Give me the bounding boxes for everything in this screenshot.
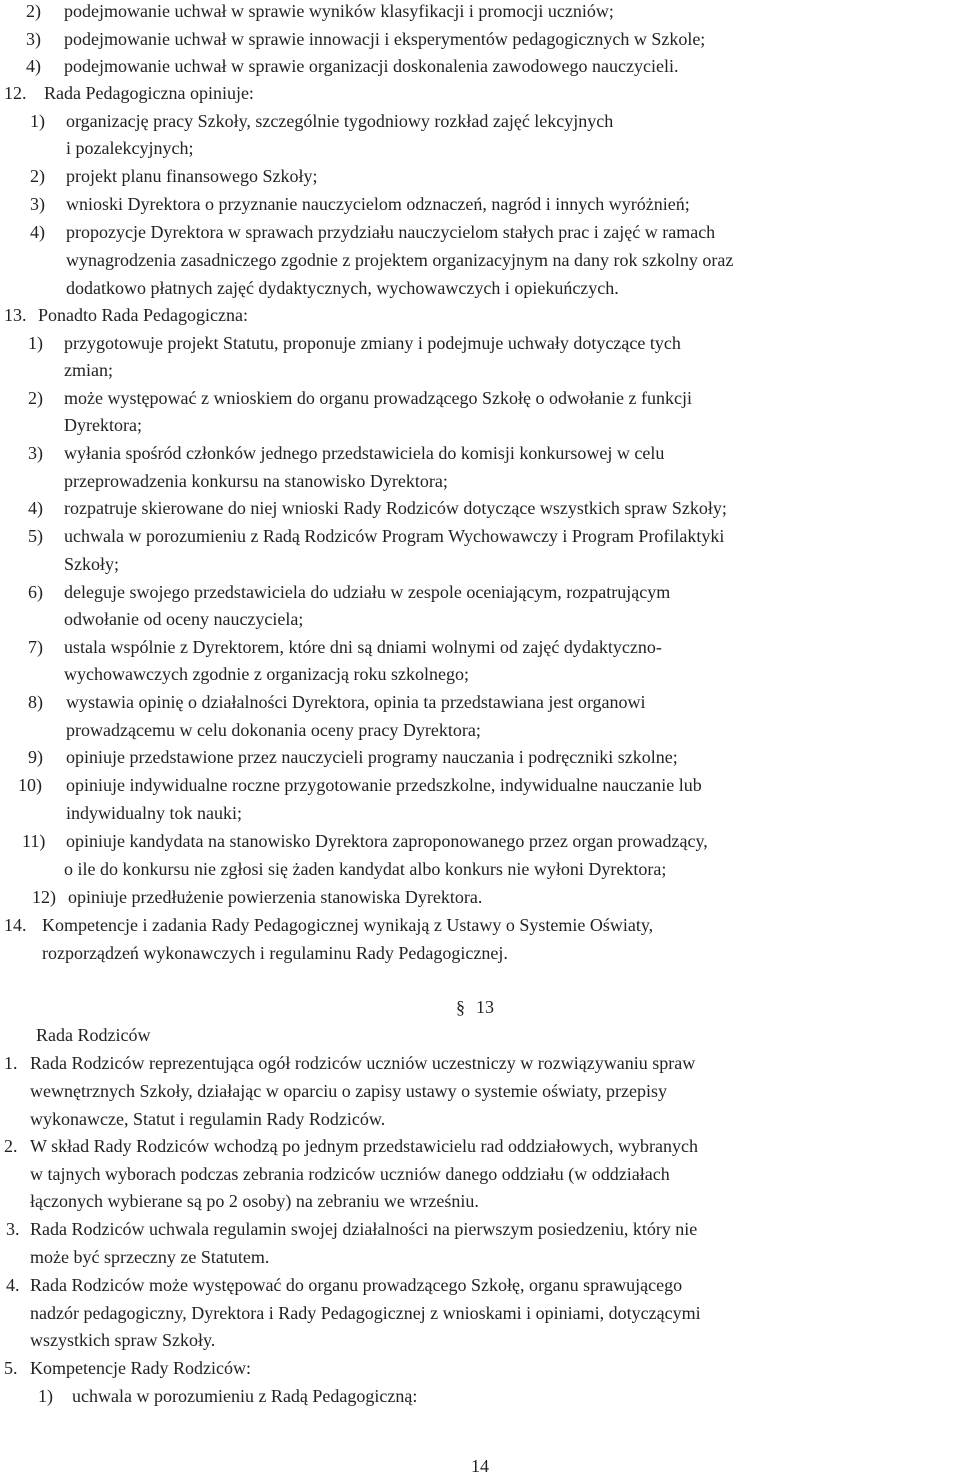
list-item-continuation: wykonawcze, Statut i regulamin Rady Rodziców. [30,1109,386,1129]
list-item: 10) opiniuje indywidualne roczne przygotowanie przedszkolne, indywidualne nauczanie lub [18,775,702,795]
list-item: 2) może występować z wnioskiem do organu prowadzącego Szkołę o odwołanie z funkcji [28,388,692,408]
list-item: 5. Kompetencje Rady Rodziców: [4,1358,251,1378]
list-item-continuation: dodatkowo płatnych zajęć dydaktycznych, wychowawczych i opiekuńczych. [66,278,619,298]
list-item: 4) rozpatruje skierowane do niej wnioski Rady Rodziców dotyczące wszystkich spraw Szkoły; [28,498,727,518]
list-item-continuation: w tajnych wyborach podczas zebrania rodziców uczniów danego oddziału (w oddziałach [30,1164,670,1184]
list-item-continuation: o ile do konkursu nie zgłosi się żaden kandydat albo konkurs nie wyłoni Dyrektora; [64,859,667,879]
list-item: 3) wyłania spośród członków jednego przedstawiciela do komisji konkursowej w celu [28,443,665,463]
list-item: 2) projekt planu finansowego Szkoły; [30,166,318,186]
point-continuation: rozporządzeń wykonawczych i regulaminu Rady Pedagogicznej. [42,943,508,963]
list-item-continuation: łączonych wybierane są po 2 osoby) na zebraniu we wrześniu. [30,1191,479,1211]
list-item-continuation: prowadzącemu w celu dokonania oceny pracy Dyrektora; [66,720,481,740]
list-item-continuation: Dyrektora; [64,415,142,435]
list-item: 4) podejmowanie uchwał w sprawie organizacji doskonalenia zawodowego nauczycieli. [26,56,679,76]
list-item-continuation: i pozalekcyjnych; [66,138,194,158]
list-item-continuation: zmian; [64,360,113,380]
list-item: 1. Rada Rodziców reprezentująca ogół rodziców uczniów uczestniczy w rozwiązywaniu spraw [4,1053,696,1073]
list-item: 6) deleguje swojego przedstawiciela do udziału w zespole oceniającym, rozpatrującym [28,582,671,602]
list-item: 7) ustala wspólnie z Dyrektorem, które dni są dniami wolnymi od zajęć dydaktyczno- [28,637,662,657]
list-item-continuation: wychowawczych zgodnie z organizacją roku szkolnego; [64,664,470,684]
list-item: 8) wystawia opinię o działalności Dyrektora, opinia ta przedstawiana jest organowi [28,692,646,712]
list-item: 1) przygotowuje projekt Statutu, proponuje zmiany i podejmuje uchwały dotyczące tych [28,333,681,353]
list-item: 3. Rada Rodziców uchwala regulamin swojej działalności na pierwszym posiedzeniu, który nie [6,1219,698,1239]
list-item: 3) podejmowanie uchwał w sprawie innowacji i eksperymentów pedagogicznych w Szkole; [26,29,706,49]
list-item-continuation: odwołanie od oceny nauczyciela; [64,609,304,629]
page-number: 14 [471,1456,489,1476]
list-item-continuation: nadzór pedagogiczny, Dyrektora i Rady Pedagogicznej z wnioskami i opiniami, dotyczącymi [30,1303,701,1323]
list-item-continuation: wewnętrznych Szkoły, działając w oparciu o zapisy ustawy o systemie oświaty, przepisy [30,1081,667,1101]
list-item-continuation: przeprowadzenia konkursu na stanowisko Dyrektora; [64,471,448,491]
list-item: 2) podejmowanie uchwał w sprawie wyników klasyfikacji i promocji uczniów; [26,1,614,21]
paragraph-number: § 13 [456,997,494,1017]
list-item: 11) opiniuje kandydata na stanowisko Dyrektora zaproponowanego przez organ prowadzący, [22,831,708,851]
list-item: 1) organizację pracy Szkoły, szczególnie tygodniowy rozkład zajęć lekcyjnych [30,111,614,131]
point-12-heading: 12. Rada Pedagogiczna opiniuje: [4,83,254,103]
section-title: Rada Rodziców [36,1025,151,1045]
list-item-continuation: indywidualny tok nauki; [66,803,242,823]
section-sign: § [456,997,465,1017]
list-item: 12) opiniuje przedłużenie powierzenia stanowiska Dyrektora. [32,887,483,907]
point-14: 14. Kompetencje i zadania Rady Pedagogicznej wynikają z Ustawy o Systemie Oświaty, [4,915,654,935]
list-item: 2. W skład Rady Rodziców wchodzą po jednym przedstawicielu rad oddziałowych, wybranych [4,1136,698,1156]
list-item-continuation: wszystkich spraw Szkoły. [30,1330,216,1350]
list-item-continuation: Szkoły; [64,554,120,574]
list-item-continuation: może być sprzeczny ze Statutem. [30,1247,270,1267]
list-item: 3) wnioski Dyrektora o przyznanie nauczycielom odznaczeń, nagród i innych wyróżnień; [30,194,690,214]
list-item: 1) uchwala w porozumieniu z Radą Pedagogiczną: [38,1386,418,1406]
list-item: 9) opiniuje przedstawione przez nauczycieli programy nauczania i podręczniki szkolne; [28,747,678,767]
list-item-continuation: wynagrodzenia zasadniczego zgodnie z projektem organizacyjnym na dany rok szkolny oraz [66,250,734,270]
list-item: 5) uchwala w porozumieniu z Radą Rodziców Program Wychowawczy i Program Profilaktyki [28,526,725,546]
list-item: 4) propozycje Dyrektora w sprawach przydziału nauczycielom stałych prac i zajęć w ramach [30,222,716,242]
point-13-heading: 13. Ponadto Rada Pedagogiczna: [4,305,248,325]
list-item: 4. Rada Rodziców może występować do organu prowadzącego Szkołę, organu sprawującego [6,1275,683,1295]
